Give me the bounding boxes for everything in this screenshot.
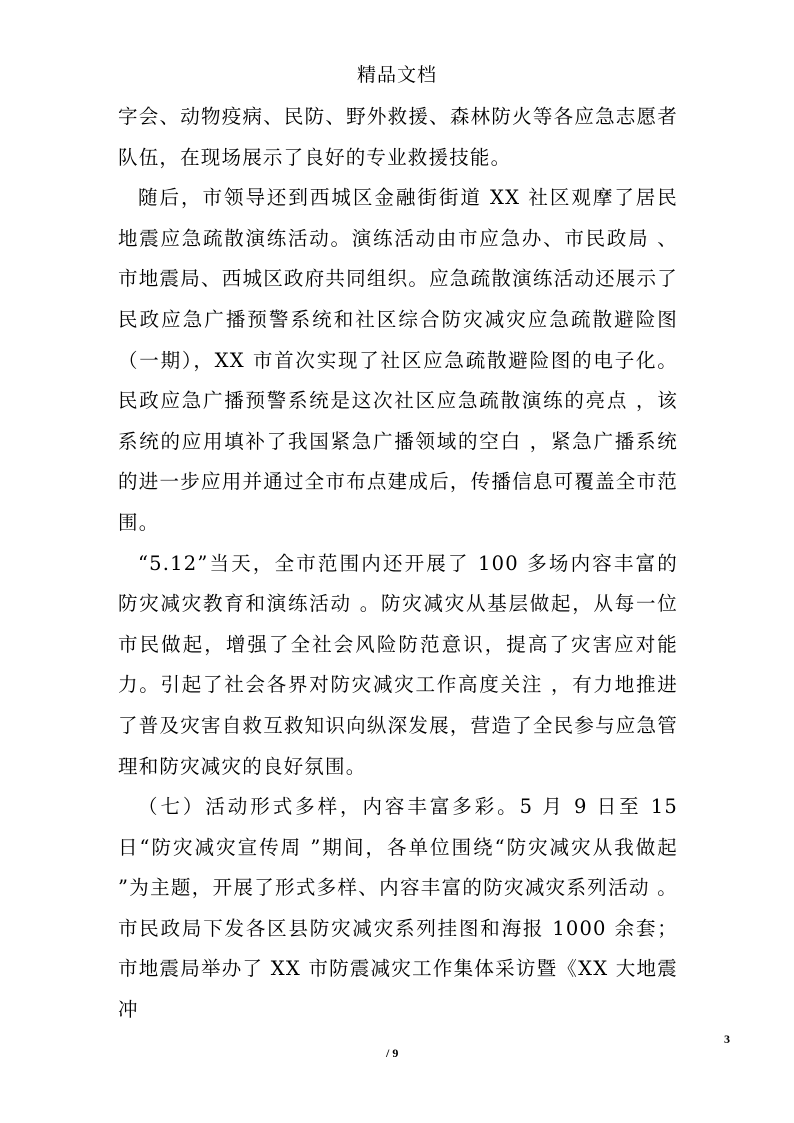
paragraph: （七）活动形式多样，内容丰富多彩。5 月 9 日至 15 日“防灾减灾宣传周 ”期间，各单位围绕“防灾减灾从我做起 ”为主题，开展了形式多样、内容丰富的防灾减灾系列活动 。市民政局下发各区县防灾减灾系列挂图和海报 1000 余套；市地震局举办了 XX 市防震减灾工作集体采访暨《XX 大地震冲 [118, 795, 678, 1022]
page-total: / 9 [386, 1046, 399, 1060]
document-body [118, 97, 678, 1031]
page-header-title: 精品文档 [356, 64, 437, 86]
page-number: 3 [724, 1032, 730, 1046]
paragraph: 字会、动物疫病、民防、野外救援、森林防火等各应急志愿者队伍，在现场展示了良好的专业救援技能。 [118, 105, 678, 169]
paragraph: 随后，市领导还到西城区金融街街道 XX 社区观摩了居民地震应急疏散演练活动。演练活动由市应急办、市民政局 、市地震局、西城区政府共同组织。应急疏散演练活动还展示了民政应急广播预警系统和社区综合防灾减灾应急疏散避险图（一期），XX 市首次实现了社区应急疏散避险图的电子化。民政应急广播预警系统是这次社区应急疏散演练的亮点 ，该系统的应用填补了我国紧急广播领域的空白 ，紧急广播系统的进一步应用并通过全市布点建成后，传播信息可覆盖全市范围。 [118, 186, 678, 534]
paragraph: “5.12”当天，全市范围内还开展了 100 多场内容丰富的防灾减灾教育和演练活动 。防灾减灾从基层做起，从每一位市民做起，增强了全社会风险防范意识，提高了灾害应对能力。引起了社会各界对防灾减灾工作高度关注 ，有力地推进了普及灾害自救互救知识向纵深发展，营造了全民参与应急管理和防灾减灾的良好氛围。 [118, 551, 678, 778]
